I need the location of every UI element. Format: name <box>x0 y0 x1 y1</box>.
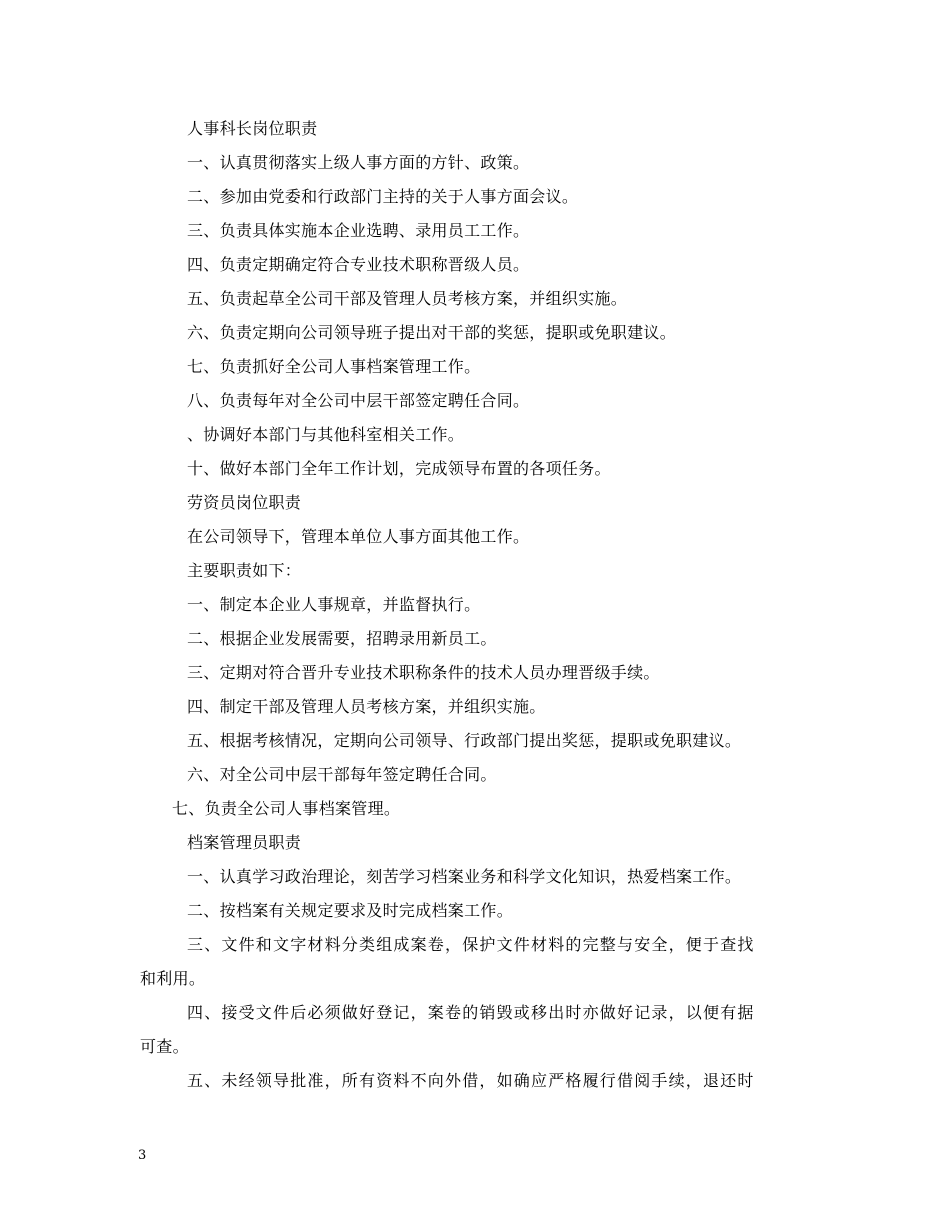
paragraph: 主要职责如下： <box>187 561 302 580</box>
paragraph-line: 五、未经领导批准，所有资料不向外借，如确应严格履行借阅手续，退还时 <box>187 1071 755 1090</box>
section-title-archivist: 档案管理员职责 <box>187 833 302 852</box>
paragraph: 十、做好本部门全年工作计划，完成领导布置的各项任务。 <box>187 459 611 478</box>
page-number: 3 <box>138 1148 147 1163</box>
paragraph: 一、制定本企业人事规章，并监督执行。 <box>187 595 481 614</box>
paragraph: 一、认真贯彻落实上级人事方面的方针、政策。 <box>187 153 530 172</box>
paragraph: 三、定期对符合晋升专业技术职称条件的技术人员办理晋级手续。 <box>187 663 660 682</box>
paragraph: 一、认真学习政治理论，刻苦学习档案业务和科学文化知识，热爱档案工作。 <box>187 867 742 886</box>
paragraph: 六、对全公司中层干部每年签定聘任合同。 <box>187 765 497 784</box>
paragraph: 五、根据考核情况，定期向公司领导、行政部门提出奖惩，提职或免职建议。 <box>187 731 742 750</box>
paragraph: 二、按档案有关规定要求及时完成档案工作。 <box>187 901 514 920</box>
paragraph: 二、根据企业发展需要，招聘录用新员工。 <box>187 629 497 648</box>
document-body <box>140 112 812 1098</box>
section-title-labor-clerk: 劳资员岗位职责 <box>187 493 302 512</box>
paragraph: 六、负责定期向公司领导班子提出对干部的奖惩，提职或免职建议。 <box>187 323 677 342</box>
paragraph: 八、负责每年对全公司中层干部签定聘任合同。 <box>187 391 530 410</box>
paragraph-line: 三、文件和文字材料分类组成案卷，保护文件材料的完整与安全，便于查找 <box>187 935 755 954</box>
paragraph-line: 和利用。 <box>140 969 206 988</box>
paragraph: 、协调好本部门与其他科室相关工作。 <box>187 425 465 444</box>
paragraph: 七、负责全公司人事档案管理。 <box>172 799 401 818</box>
paragraph: 二、参加由党委和行政部门主持的关于人事方面会议。 <box>187 187 579 206</box>
paragraph: 在公司领导下，管理本单位人事方面其他工作。 <box>187 527 530 546</box>
paragraph: 三、负责具体实施本企业选聘、录用员工工作。 <box>187 221 530 240</box>
paragraph-line: 可查。 <box>140 1037 189 1056</box>
paragraph: 四、负责定期确定符合专业技术职称晋级人员。 <box>187 255 530 274</box>
paragraph: 七、负责抓好全公司人事档案管理工作。 <box>187 357 481 376</box>
section-title-hr-chief: 人事科长岗位职责 <box>187 119 318 138</box>
paragraph-line: 四、接受文件后必须做好登记，案卷的销毁或移出时亦做好记录，以便有据 <box>187 1003 755 1022</box>
paragraph: 四、制定干部及管理人员考核方案，并组织实施。 <box>187 697 546 716</box>
paragraph: 五、负责起草全公司干部及管理人员考核方案，并组织实施。 <box>187 289 628 308</box>
